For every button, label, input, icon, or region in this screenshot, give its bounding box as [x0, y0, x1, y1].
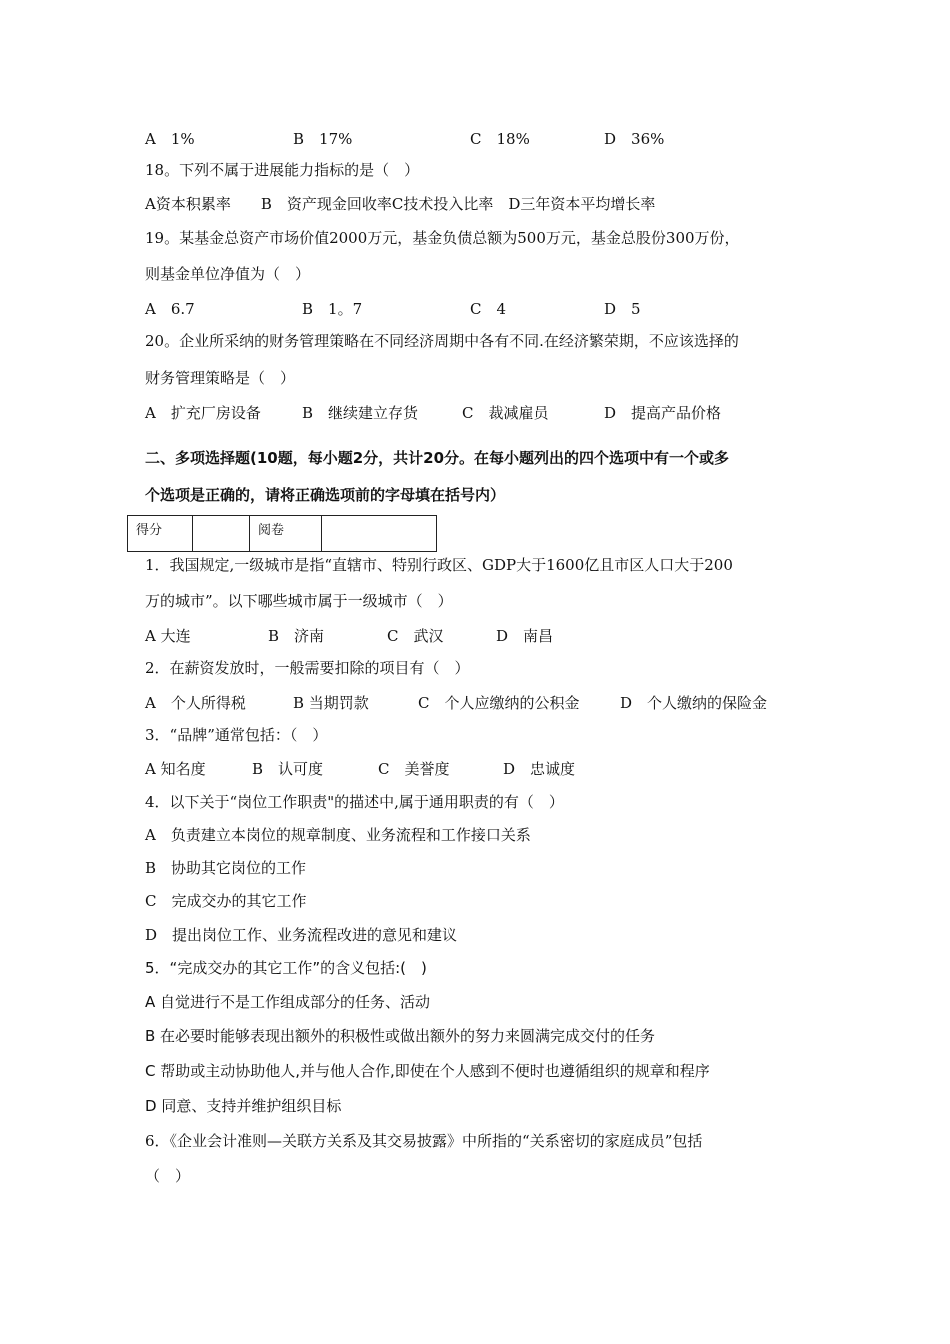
m5-option-a: A 自觉进行不是工作组成部分的任务、活动: [145, 993, 431, 1011]
m2-option-a: A 个人所得税: [145, 694, 246, 712]
m1-option-a: A 大连: [145, 627, 191, 645]
q19-option-a: A 6.7: [145, 300, 195, 318]
m5-option-c: C 帮助或主动协助他人,并与他人合作,即使在个人感到不便时也遵循组织的规章和程序: [145, 1062, 710, 1080]
m5-option-d: D 同意、支持并维护组织目标: [145, 1097, 342, 1115]
m1-stem-line2: 万的城市”。以下哪些城市属于一级城市（ ）: [145, 592, 453, 610]
m3-option-b: B 认可度: [252, 760, 324, 778]
score-table: [127, 515, 437, 552]
q17-option-a: A 1%: [145, 130, 195, 148]
m1-option-c: C 武汉: [387, 627, 444, 645]
q17-option-b: B 17%: [293, 130, 353, 148]
m1-option-b: B 济南: [268, 627, 325, 645]
m3-option-d: D 忠诚度: [503, 760, 576, 778]
q19-option-b: B 1。7: [302, 300, 363, 318]
m2-option-c: C 个人应缴纳的公积金: [418, 694, 580, 712]
m3-option-a: A 知名度: [145, 760, 206, 778]
score-cell[interactable]: [193, 516, 250, 552]
q18-options: A资本积累率 B 资产现金回收率C技术投入比率 D三年资本平均增长率: [145, 195, 656, 213]
m4-option-b: B 协助其它岗位的工作: [145, 859, 307, 877]
q19-option-c: C 4: [470, 300, 507, 318]
grader-label: 阅卷: [250, 516, 322, 552]
m6-stem-line1: 6．《企业会计准则—关联方关系及其交易披露》中所指的“关系密切的家庭成员”包括: [145, 1132, 703, 1150]
m3-option-c: C 美誉度: [378, 760, 450, 778]
m4-option-c: C 完成交办的其它工作: [145, 892, 307, 910]
q17-option-d: D 36%: [604, 130, 665, 148]
m5-option-b: B 在必要时能够表现出额外的积极性或做出额外的努力来圆满完成交付的任务: [145, 1027, 656, 1045]
q17-option-c: C 18%: [470, 130, 530, 148]
score-label: 得分: [128, 516, 193, 552]
q19-stem-line2: 则基金单位净值为（ ）: [145, 265, 311, 283]
q20-stem-line1: 20。企业所采纳的财务管理策略在不同经济周期中各有不同.在经济繁荣期，不应该选择的: [145, 332, 739, 350]
m1-option-d: D 南昌: [496, 627, 554, 645]
q18-stem: 18。下列不属于进展能力指标的是（ ）: [145, 161, 420, 179]
q20-option-c: C 裁减雇员: [462, 404, 549, 422]
m4-option-d: D 提出岗位工作、业务流程改进的意见和建议: [145, 926, 458, 944]
q20-option-a: A 扩充厂房设备: [145, 404, 261, 422]
q20-stem-line2: 财务管理策略是（ ）: [145, 369, 296, 387]
m3-stem: 3．“品牌”通常包括：（ ）: [145, 726, 328, 744]
q20-option-b: B 继续建立存货: [302, 404, 419, 422]
m6-stem-line2: （ ）: [145, 1167, 191, 1185]
section2-heading-line2: 个选项是正确的，请将正确选项前的字母填在括号内）: [145, 486, 506, 504]
m2-stem: 2．在薪资发放时，一般需要扣除的项目有（ ）: [145, 659, 470, 677]
q19-stem-line1: 19。某基金总资产市场价值2000万元，基金负债总额为500万元，基金总股份300万份，: [145, 229, 740, 247]
m2-option-d: D 个人缴纳的保险金: [620, 694, 768, 712]
m4-stem: 4．以下关于“岗位工作职责"的描述中,属于通用职责的有（ ）: [145, 793, 564, 811]
section2-heading-line1: 二、多项选择题(10题，每小题2分，共计20分。在每小题列出的四个选项中有一个或多: [145, 449, 730, 467]
m2-option-b: B 当期罚款: [293, 694, 369, 712]
q20-option-d: D 提高产品价格: [604, 404, 722, 422]
m1-stem-line1: 1．我国规定,一级城市是指“直辖市、特别行政区、GDP大于1600亿且市区人口大于200: [145, 556, 733, 574]
m4-option-a: A 负责建立本岗位的规章制度、业务流程和工作接口关系: [145, 826, 531, 844]
grader-cell[interactable]: [322, 516, 437, 552]
m5-stem: 5．“完成交办的其它工作”的含义包括:( ): [145, 959, 427, 977]
q19-option-d: D 5: [604, 300, 641, 318]
